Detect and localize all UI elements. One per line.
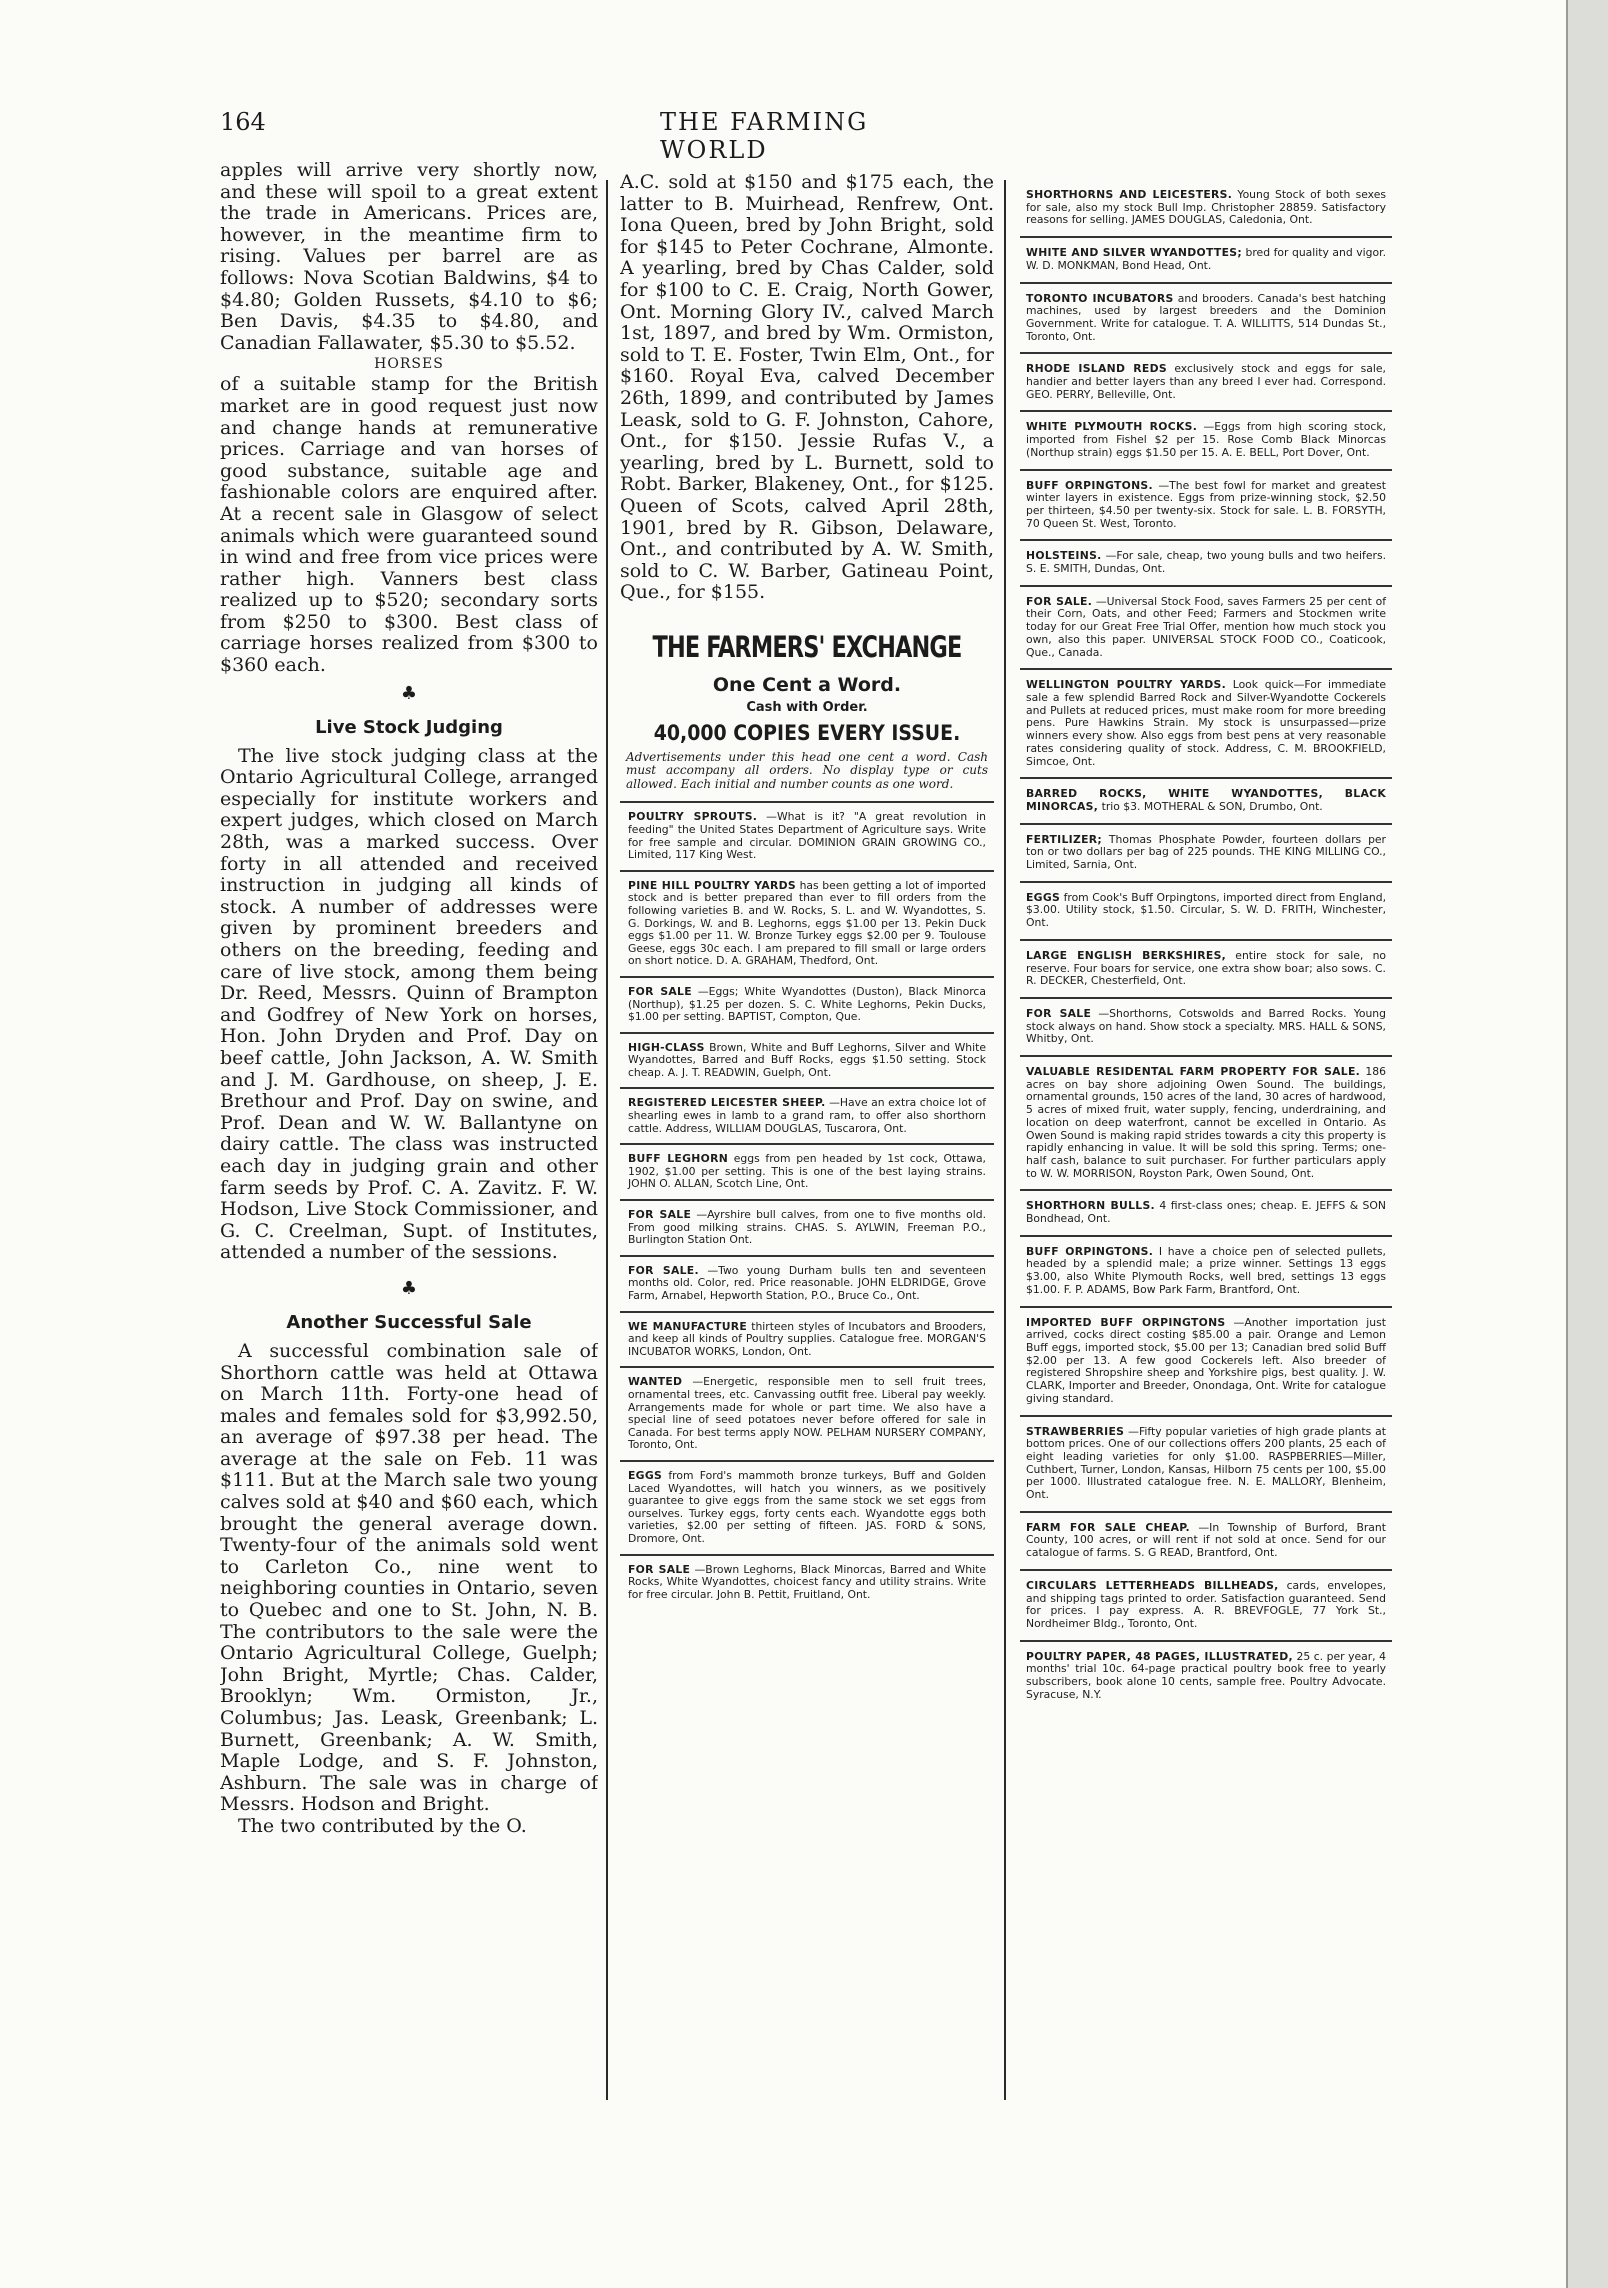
exchange-circulation: 40,000 COPIES EVERY ISSUE. bbox=[653, 720, 961, 745]
classified-ad: IMPORTED BUFF ORPINGTONS —Another importation just arrived, cocks direct costing $85.00 a pair. Orange and Lemon Buff eggs, imported stock, $5.00 per 13; Canadian bred solid Buff $2.00 per 13. A few good Cockerels left. Also breeder of registered Shropshire sheep and Yorkshire pigs, best quality. J. W. CLARK, Importer and Breeder, Onondaga, Ont. Write for catalogue giving standard. bbox=[1020, 1306, 1392, 1415]
page-header bbox=[220, 108, 960, 164]
classified-ad: WHITE AND SILVER WYANDOTTES; bred for quality and vigor. W. D. MONKMAN, Bond Head, Ont. bbox=[1020, 236, 1392, 281]
classified-ad: FOR SALE. —Two young Durham bulls ten and seventeen months old. Color, red. Price reasonable. JOHN ELDRIDGE, Grove Farm, Arnabel, Hepworth Station, P.O., Bruce Co., Ont. bbox=[620, 1255, 994, 1311]
classified-ad: EGGS from Ford's mammoth bronze turkeys, Buff and Golden Laced Wyandottes, will hatch you winners, as we positively guarantee to give eggs from the same stock we set eggs from ourselves. Turkey eggs, forty cents each. Wyandotte eggs both varieties, $2.00 per setting of fifteen. JAS. FORD & SONS, Dromore, Ont. bbox=[620, 1460, 994, 1554]
market-paragraph: apples will arrive very shortly now, and these will spoil to a great extent the trade in Americans. Prices are, however, in the meantime firm to rising. Values per barrel are as follows: Nova Scotian Baldwins, $4 to $4.80; Golden Russets, $4.10 to $6; Ben Davis, $4.35 to $4.80, and Canadian Fallawater, $5.30 to $5.52. bbox=[220, 160, 598, 354]
classified-ad: RHODE ISLAND REDS exclusively stock and eggs for sale, handier and better layers than any breed I ever had. Correspond. GEO. PERRY, Belleville, Ont. bbox=[1020, 352, 1392, 410]
heading-live-stock-judging: Live Stock Judging bbox=[315, 716, 503, 738]
classified-ad: FOR SALE —Brown Leghorns, Black Minorcas, Barred and White Rocks, White Wyandottes, choicest fancy and utility strains. Write for free circular. John B. Pettit, Fruitland, Ont. bbox=[620, 1554, 994, 1610]
classified-ads-list bbox=[620, 801, 994, 1609]
classified-ad: BUFF ORPINGTONS. —The best fowl for market and greatest winter layers in existence. Eggs from prize-winning stock, $2.50 per thirteen, $4.50 per twenty-six. Stock for sale. L. B. FORSYTH, 70 Queen St. West, Toronto. bbox=[1020, 469, 1392, 540]
judging-paragraph: The live stock judging class at the Ontario Agricultural College, arranged especially for institute workers and expert judges, which closed on March 28th, was a marked success. Over forty in all attended and received instruction in judging all kinds of stock. A number of addresses were given by prominent breeders and others on the breeding, feeding and care of live stock, among them being Dr. Reed, Messrs. Quinn of Brampton and Godfrey of New York on horses, Hon. John Dryden and Prof. Day on beef cattle, John Jackson, A. W. Smith and J. M. Gardhouse, on sheep, J. E. Brethour and Prof. Day on swine, and Prof. Dean and W. W. Ballantyne on dairy cattle. The class was instructed each day in judging grain and other farm seeds by Prof. C. A. Zavitz. F. W. Hodson, Live Stock Commissioner, and G. C. Creelman, Supt. of Institutes, attended a number of the sessions. bbox=[220, 744, 598, 1264]
exchange-note: Advertisements under this head one cent a word. Cash must accompany all orders. No display type or cuts allowed. Each initial and number counts as one word. bbox=[626, 749, 988, 791]
classified-ad: PINE HILL POULTRY YARDS has been getting a lot of imported stock and is better prepared than ever to fill orders from the following varieties B. and W. Rocks, S. L. and W. Wyandottes, S. G. Dorkings, W. and B. Leghorns, eggs $1.00 per 13. Pekin Duck eggs $1.00 per 11. W. Bronze Turkey eggs $2.00 per 9. Toulouse Geese, eggs 30c each. I am prepared to fill small or large orders on short notice. D. A. GRAHAM, Thedford, Ont. bbox=[620, 870, 994, 976]
classified-ad: BUFF LEGHORN eggs from pen headed by 1st cock, Ottawa, 1902, $1.00 per setting. This is one of the best laying strains. JOHN O. ALLAN, Scotch Line, Ont. bbox=[620, 1143, 994, 1199]
classified-ad: BARRED ROCKS, WHITE WYANDOTTES, BLACK MINORCAS, trio $3. MOTHERAL & SON, Drumbo, Ont. bbox=[1020, 777, 1392, 822]
classified-ad: POULTRY PAPER, 48 PAGES, ILLUSTRATED, 25 c. per year, 4 months' trial 10c. 64-page practical poultry book free to yearly subscribers, book alone 10 cents, sample free. Poultry Advocate. Syracuse, N.Y. bbox=[1020, 1640, 1392, 1711]
classified-ad: FARM FOR SALE CHEAP. —In Township of Burford, Brant County, 100 acres, or will rent if not sold at once. Send for our catalogue of farms. S. G READ, Brantford, Ont. bbox=[1020, 1511, 1392, 1569]
classified-ad: SHORTHORNS AND LEICESTERS. Young Stock of both sexes for sale, also my stock Bull Imp. Christopher 28859. Satisfactory reasons for selling. JAMES DOUGLAS, Caledonia, Ont. bbox=[1026, 188, 1386, 227]
classified-ad: STRAWBERRIES —Fifty popular varieties of high grade plants at bottom prices. One of our collections offers 200 plants, 25 each of eight leading varieties for only $1.00. RASPBERRIES—Miller, Cuthbert, Turner, London, Kansas, Hilborn 75 cents per 100, $5.00 per 1000. Illustrated catalogue free. N. E. MALLORY, Blenheim, Ont. bbox=[1020, 1415, 1392, 1511]
classified-ad: WELLINGTON POULTRY YARDS. Look quick—For immediate sale a few splendid Barred Rock and Silver-Wyandotte Cockerels and Pullets at reduced prices, must make room for more breeding pens. Pure Hawkins Strain. My stock is unsurpassed—prize winners every show. Also eggs from best pens at very reasonable rates considering quality of stock. Address, C. M. BROOKFIELD, Simcoe, Ont. bbox=[1020, 668, 1392, 777]
classified-ad: TORONTO INCUBATORS and brooders. Canada's best hatching machines, used by largest breeders and the Dominion Government. Write for catalogue. T. A. WILLITTS, 514 Dundas St., Toronto, Ont. bbox=[1020, 282, 1392, 353]
classified-ad: FOR SALE —Eggs; White Wyandottes (Duston), Black Minorca (Northup), $1.25 per dozen. S. C. White Leghorns, Pekin Ducks, $1.00 per setting. BAPTIST, Compton, Que. bbox=[620, 976, 994, 1032]
sale-paragraph: A successful combination sale of Shorthorn cattle was held at Ottawa on March 11th. Forty-one head of males and females sold for $3,992.50, an average of $97.38 per head. The average at the sale on Feb. 11 was $111. But at the March sale two young calves sold at $40 and $60 each, which brought the general average down. Twenty-four of the animals sold went to Carleton Co., nine went to neighboring counties in Ontario, seven to Quebec and one to St. John, N. B. The contributors to the sale were the Ontario Agricultural College, Guelph; John Bright, Myrtle; Chas. Calder, Brooklyn; Wm. Ormiston, Jr., Columbus; Jas. Leask, Greenbank; L. Burnett, Greenbank; A. W. Smith, Maple Lodge, and S. F. Johnston, Ashburn. The sale was in charge of Messrs. Hodson and Bright. bbox=[220, 1339, 598, 1816]
classified-ad: HOLSTEINS. —For sale, cheap, two young bulls and two heifers. S. E. SMITH, Dundas, Ont. bbox=[1020, 539, 1392, 584]
column-1 bbox=[220, 160, 598, 2080]
farmers-exchange-title: THE FARMERS' EXCHANGE bbox=[652, 629, 962, 664]
exchange-terms: Cash with Order. bbox=[746, 699, 868, 715]
classified-ad: VALUABLE RESIDENTAL FARM PROPERTY FOR SALE. 186 acres on bay shore adjoining Owen Sound. The buildings, ornamental grounds, 150 acres of the land, 30 acres of hardwood, 5 acres of mixed fruit, water supply, fencing, underdraining, and location on deep waterfront, cannot be excelled in Ontario. As Owen Sound is making rapid strides towards a city this property is rapidly enhancing in value. It will be sold this spring. Terms; one-half cash, balance to suit purchaser. For further particulars apply to W. W. MORRISON, Royston Park, Owen Sound, Ont. bbox=[1020, 1055, 1392, 1189]
classified-ad: FOR SALE —Shorthorns, Cotswolds and Barred Rocks. Young stock always on hand. Show stock a specialty. MRS. HALL & SONS, Whitby, Ont. bbox=[1020, 997, 1392, 1055]
classified-ad: FOR SALE. —Universal Stock Food, saves Farmers 25 per cent of their Corn, Oats, and other Feed; Farmers and Stockmen write today for our Great Free Trial Offer, mention how much stock you own, also this paper. UNIVERSAL STOCK FOOD CO., Coaticook, Que., Canada. bbox=[1020, 585, 1392, 669]
sale-results-paragraph: A.C. sold at $150 and $175 each, the latter to B. Muirhead, Renfrew, Ont. Iona Queen, bred by John Bright, sold for $145 to Peter Cochrane, Almonte. A yearling, bred by Chas Calder, sold for $100 to C. E. Craig, North Gower, Ont. Morning Glory IV., calved March 1st, 1897, and bred by Wm. Ormiston, sold to T. E. Foster, Twin Elm, Ont., for $160. Royal Eva, calved December 26th, 1899, and contributed by James Leask, sold to G. F. Johnston, Cahore, Ont., for $150. Jessie Rufas V., a yearling, bred by L. Burnett, sold to Robt. Barker, Blakeney, Ont., for $125. Queen of Scots, calved April 28th, 1901, bred by R. Gibson, Delaware, Ont., and contributed by A. W. Smith, sold to C. W. Barber, Gatineau Point, Que., for $155. bbox=[620, 172, 994, 604]
column-2 bbox=[620, 172, 994, 2092]
classified-ad: EGGS from Cook's Buff Orpingtons, imported direct from England, $3.00. Utility stock, $1.50. Circular, S. W. D. FRITH, Winchester, Ont. bbox=[1020, 881, 1392, 939]
classified-ad: CIRCULARS LETTERHEADS BILLHEADS, cards, envelopes, and shipping tags printed to order. Satisfaction guaranteed. Send for prices. I pay express. A. R. BREVFOGLE, 77 York St., Nordheimer Bldg., Toronto, Ont. bbox=[1020, 1569, 1392, 1640]
classified-ad: WE MANUFACTURE thirteen styles of Incubators and Brooders, and keep all kinds of Poultry supplies. Catalogue free. MORGAN'S INCUBATOR WORKS, London, Ont. bbox=[620, 1311, 994, 1367]
horses-paragraph: of a suitable stamp for the British market are in good request just now and change hands at remunerative prices. Carriage and van horses of good substance, suitable age and fashionable colors are enquired after. At a recent sale in Glasgow of select animals which were guaranteed sound in wind and free from vice prices were rather high. Vanners best class realized up to $520; secondary sorts from $250 to $300. Best class of carriage horses realized from $300 to $360 each. bbox=[220, 373, 598, 677]
page-number: 164 bbox=[220, 108, 266, 136]
classified-ad: HIGH-CLASS Brown, White and Buff Leghorns, Silver and White Wyandottes, Barred and Buff Rocks, eggs $1.50 setting. Stock cheap. A. J. T. READWIN, Guelph, Ont. bbox=[620, 1032, 994, 1088]
classified-ad: LARGE ENGLISH BERKSHIRES, entire stock for sale, no reserve. Four boars for service, one extra show boar; also sows. C. R. DECKER, Chesterfield, Ont. bbox=[1020, 939, 1392, 997]
ornament-icon: ♣ bbox=[400, 1277, 418, 1299]
heading-another-successful-sale: Another Successful Sale bbox=[286, 1311, 532, 1333]
classified-ad: WANTED —Energetic, responsible men to sell fruit trees, ornamental trees, etc. Canvassing outfit free. Liberal pay weekly. Arrangements made for whole or part time. We also have a special line of seed potatoes never before offered for sale in Canada. For best terms apply NOW. PELHAM NURSERY COMPANY, Toronto, Ont. bbox=[620, 1366, 994, 1460]
classified-ad: FERTILIZER; Thomas Phosphate Powder, fourteen dollars per ton or two dollars per bag of 225 pounds. THE KING MILLING CO., Limited, Sarnia, Ont. bbox=[1020, 823, 1392, 881]
exchange-rate: One Cent a Word. bbox=[712, 673, 902, 696]
classified-ad: WHITE PLYMOUTH ROCKS. —Eggs from high scoring stock, imported from Fishel $2 per 15. Rose Comb Black Minorcas (Northup strain) eggs $1.50 per 15. A. E. BELL, Port Dover, Ont. bbox=[1020, 410, 1392, 468]
classified-ad: REGISTERED LEICESTER SHEEP. —Have an extra choice lot of shearling ewes in lamb to a grand ram, to offer also shorthorn cattle. Address, WILLIAM DOUGLAS, Tuscarora, Ont. bbox=[620, 1087, 994, 1143]
running-head: THE FARMING WORLD bbox=[660, 108, 869, 164]
classified-ad: BUFF ORPINGTONS. I have a choice pen of selected pullets, headed by a splendid male; a prize winner. Settings 13 eggs $3.00, also White Plymouth Rocks, well bred, settings 13 eggs $1.00. F. P. ADAMS, Bow Park Farm, Brantford, Ont. bbox=[1020, 1235, 1392, 1306]
ornament-icon: ♣ bbox=[400, 682, 418, 704]
classified-ad: SHORTHORN BULLS. 4 first-class ones; cheap. E. JEFFS & SON Bondhead, Ont. bbox=[1020, 1189, 1392, 1234]
adjacent-page-margin bbox=[1568, 0, 1608, 2288]
column-3 bbox=[1020, 180, 1392, 2060]
subhead-horses: HORSES bbox=[374, 356, 444, 373]
classified-ad: FOR SALE —Ayrshire bull calves, from one to five months old. From good milking strains. CHAS. S. AYLWIN, Freeman P.O., Burlington Station Ont. bbox=[620, 1199, 994, 1255]
column-rule-1 bbox=[606, 180, 608, 2100]
sale-continuation: The two contributed by the O. bbox=[238, 1814, 527, 1837]
classified-ad: POULTRY SPROUTS. —What is it? "A great revolution in feeding" the United States Department of Agriculture says. Write for free sample and circular. DOMINION GRAIN GROWING CO., Limited, 117 King West. bbox=[620, 801, 994, 869]
column-rule-2 bbox=[1004, 180, 1006, 2100]
